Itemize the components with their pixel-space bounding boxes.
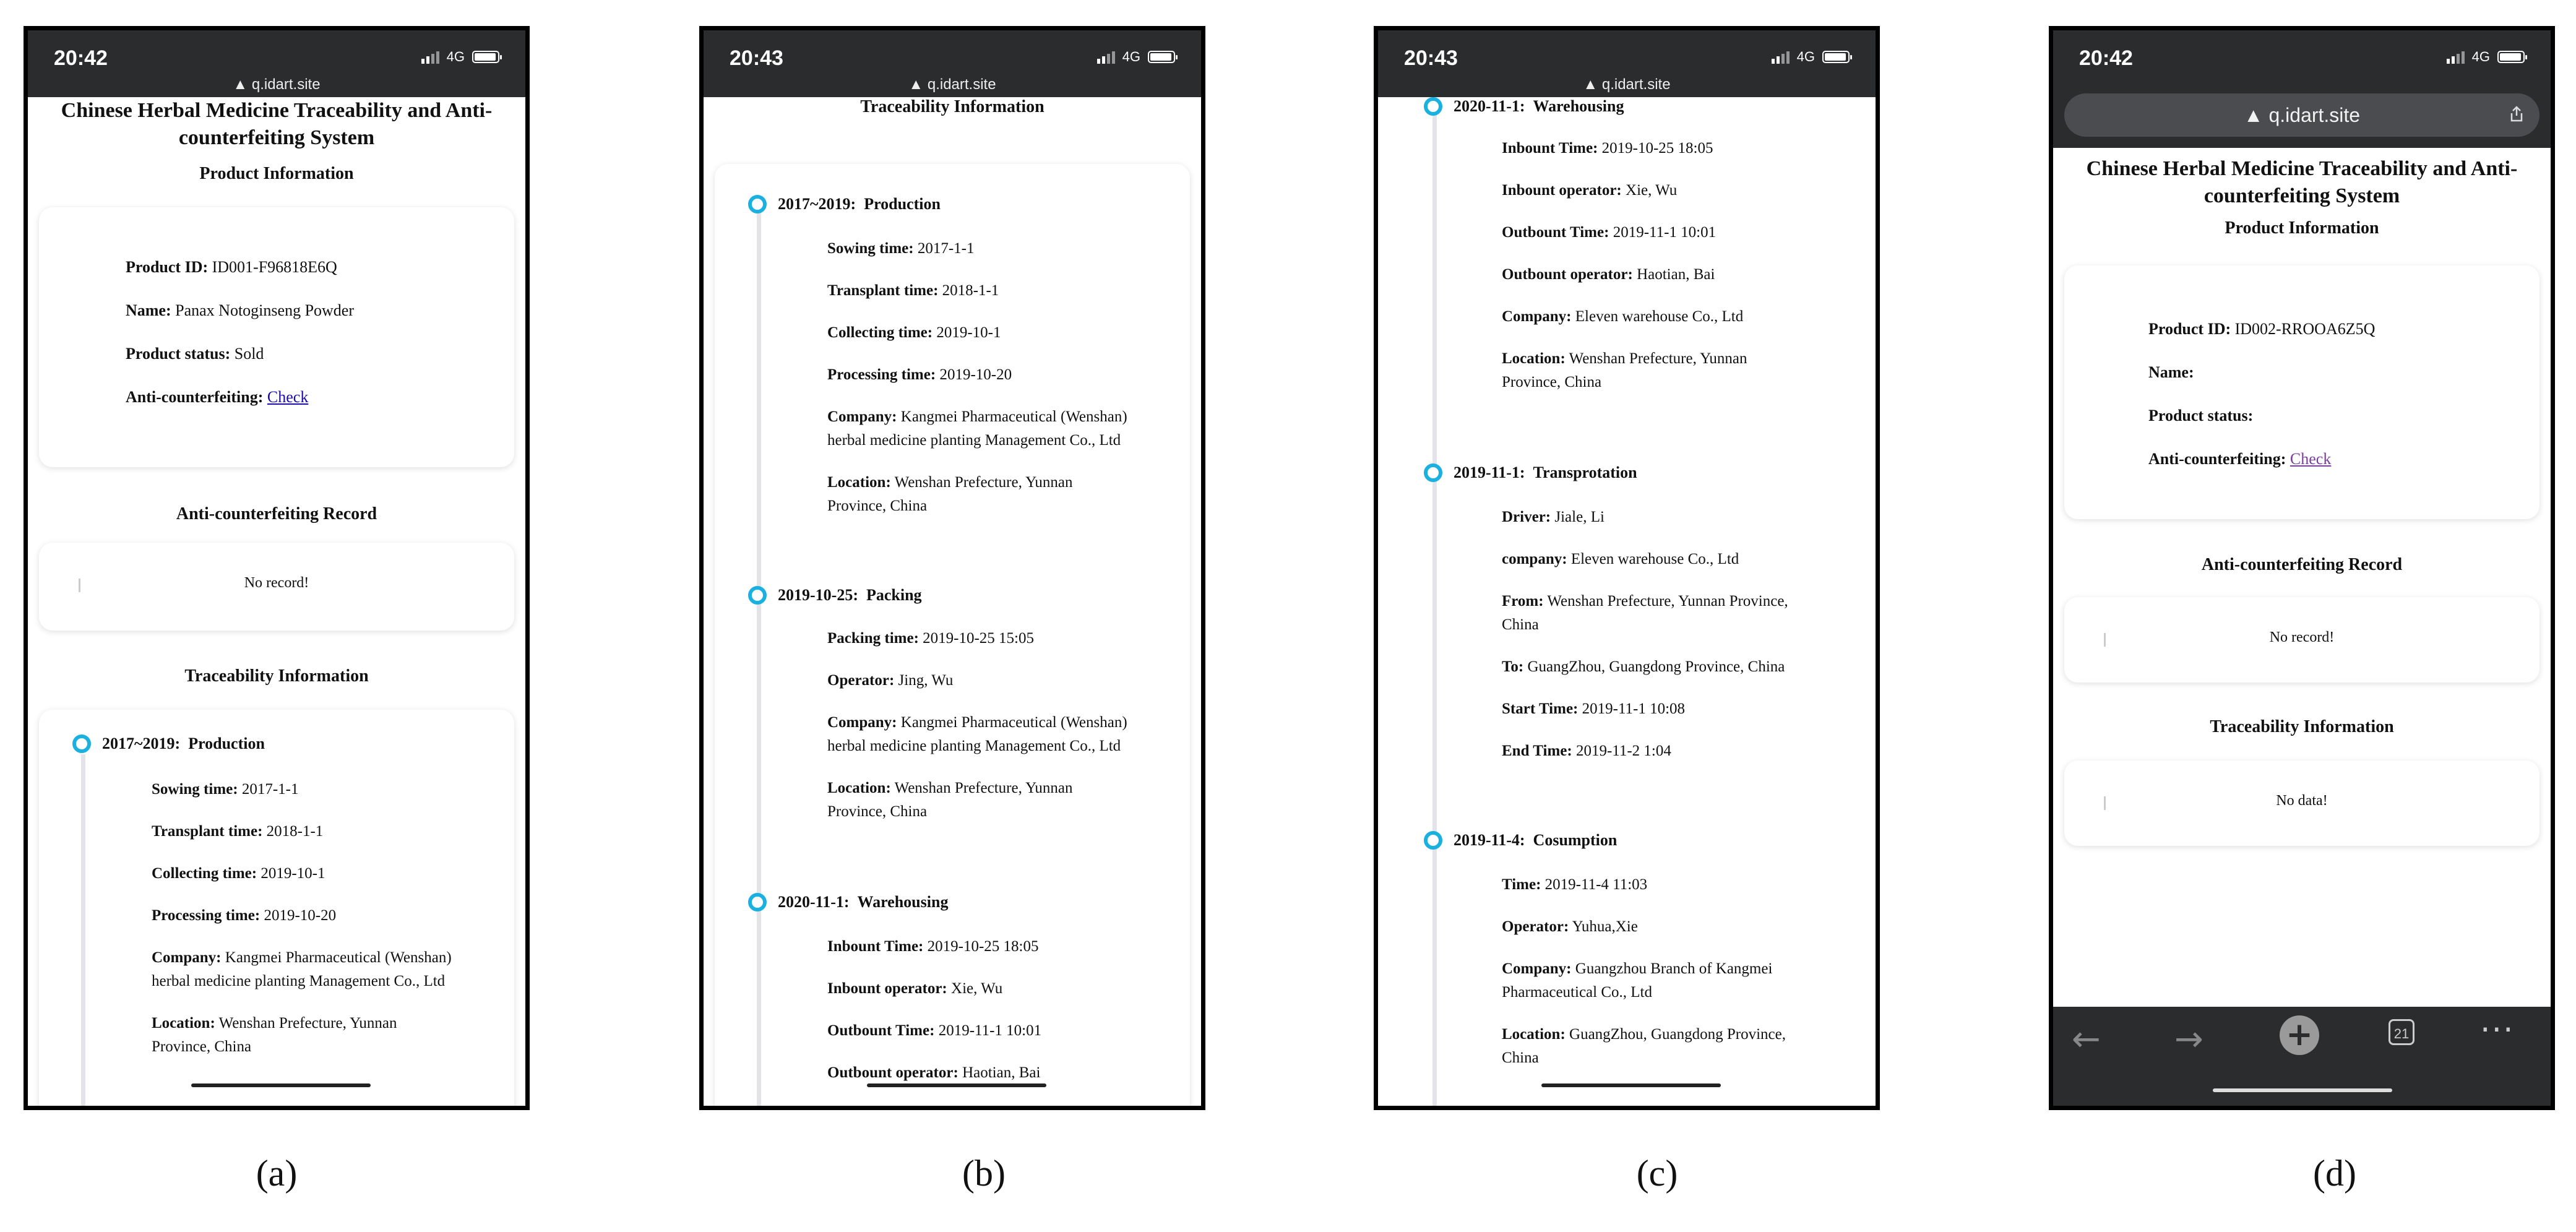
battery-icon bbox=[2497, 51, 2525, 63]
check-link[interactable]: Check bbox=[267, 388, 309, 406]
battery-icon bbox=[1148, 51, 1175, 63]
timeline-field: Location: Wenshan Prefecture, Yunnan Province, China bbox=[1502, 350, 1747, 390]
signal-icon bbox=[1097, 50, 1115, 64]
url-text: q.idart.site bbox=[2268, 104, 2361, 126]
anti-record-card bbox=[2064, 597, 2539, 683]
product-status-field: Product status: Sold bbox=[126, 345, 264, 363]
timeline-field: Company: Kangmei Pharmaceutical (Wenshan) herbal medicine planting Management Co., Ltd bbox=[827, 408, 1127, 449]
timeline-stage-warehousing: 2020-11-1: Warehousing bbox=[778, 893, 949, 911]
timeline-field: Inbount Time: 2019-10-25 18:05 bbox=[1502, 140, 1713, 157]
timeline-field: Outbount Time: 2019-11-1 10:01 bbox=[1502, 224, 1717, 241]
timeline-field: Time: 2019-11-4 11:03 bbox=[1502, 876, 1648, 893]
url-bar[interactable]: ▲ q.idart.site bbox=[233, 76, 321, 93]
battery-icon bbox=[1822, 51, 1850, 63]
phone-screenshot-c bbox=[1374, 26, 1880, 1110]
timeline-field: Sowing time: 2017-1-1 bbox=[827, 240, 975, 257]
caption-d: (d) bbox=[2313, 1153, 2356, 1194]
url-bar[interactable]: ▲ q.idart.site bbox=[908, 76, 996, 93]
timeline-field: Outbount operator: Haotian, Bai bbox=[1502, 266, 1715, 283]
timeline-field: Transplant time: 2018-1-1 bbox=[827, 282, 999, 299]
page-content bbox=[704, 97, 1201, 1106]
home-indicator bbox=[2213, 1088, 2392, 1092]
timeline-field: Inbount operator: Xie, Wu bbox=[827, 980, 1003, 997]
timeline-field: Processing time: 2019-10-20 bbox=[152, 907, 337, 924]
product-name-field: Name: bbox=[2148, 363, 2194, 381]
status-time: 20:43 bbox=[1404, 46, 1458, 70]
battery-icon bbox=[472, 51, 499, 63]
timeline-field: Operator: Jing, Wu bbox=[827, 672, 954, 689]
anti-record-heading: Anti-counterfeiting Record bbox=[2201, 555, 2403, 574]
status-bar bbox=[1378, 30, 1876, 97]
timeline-dot bbox=[748, 893, 767, 911]
product-id-field: Product ID: ID001-F96818E6Q bbox=[126, 258, 337, 276]
anti-record-card bbox=[39, 543, 514, 631]
timeline-field: company: Eleven warehouse Co., Ltd bbox=[1502, 551, 1739, 567]
timeline-field: Sowing time: 2017-1-1 bbox=[152, 781, 299, 798]
timeline-stage-warehousing: 2020-11-1: Warehousing bbox=[1454, 97, 1624, 115]
timeline-field: To: GuangZhou, Guangdong Province, China bbox=[1502, 658, 1785, 675]
status-time: 20:43 bbox=[730, 46, 783, 70]
status-bar bbox=[2053, 30, 2551, 148]
no-record-text: No record! bbox=[244, 575, 309, 591]
timeline-field: Location: GuangZhou, Guangdong Province, China bbox=[1502, 1026, 1786, 1066]
timeline-stage-packing: 2019-10-25: Packing bbox=[778, 586, 922, 604]
product-id-field: Product ID: ID002-RROOA6Z5Q bbox=[2148, 320, 2376, 338]
back-icon[interactable]: ← bbox=[2072, 1019, 2101, 1059]
more-options-icon[interactable]: ··· bbox=[2480, 1012, 2515, 1049]
traceability-card bbox=[2064, 760, 2539, 846]
timeline-field: Company: Kangmei Pharmaceutical (Wenshan) herbal medicine planting Management Co., Ltd bbox=[152, 949, 452, 989]
home-indicator bbox=[867, 1083, 1046, 1087]
timeline-field: Packing time: 2019-10-25 15:05 bbox=[827, 630, 1034, 647]
network-type: 4G bbox=[1796, 49, 1815, 64]
timeline-field: Collecting time: 2019-10-1 bbox=[827, 324, 1001, 341]
timeline-field: Inbount Time: 2019-10-25 18:05 bbox=[827, 938, 1039, 955]
anti-counterfeiting-field: Anti-counterfeiting: Check bbox=[2148, 450, 2332, 468]
no-record-text: No record! bbox=[2269, 629, 2335, 645]
tabs-count-icon[interactable]: 21 bbox=[2389, 1019, 2414, 1045]
signal-icon bbox=[1772, 50, 1790, 64]
timeline-field: Company: Guangzhou Branch of Kangmei Pharmaceutical Co., Ltd bbox=[1502, 960, 1773, 1001]
timeline-stage-transportation: 2019-11-1: Transprotation bbox=[1454, 463, 1637, 481]
browser-toolbar bbox=[2053, 1007, 2551, 1106]
timeline-field: Driver: Jiale, Li bbox=[1502, 509, 1605, 525]
check-link[interactable]: Check bbox=[2290, 450, 2332, 468]
network-type: 4G bbox=[1122, 49, 1140, 64]
network-type: 4G bbox=[2471, 49, 2490, 64]
caption-b: (b) bbox=[962, 1153, 1006, 1194]
status-bar bbox=[28, 30, 525, 97]
timeline-line bbox=[81, 754, 85, 1110]
traceability-card bbox=[39, 710, 514, 1110]
traceability-heading: Traceability Information bbox=[2210, 717, 2394, 736]
timeline-dot bbox=[748, 586, 767, 605]
caption-c: (c) bbox=[1636, 1153, 1678, 1194]
product-info-card bbox=[2064, 265, 2539, 519]
timeline-field: Company: Kangmei Pharmaceutical (Wenshan) herbal medicine planting Management Co., Ltd bbox=[827, 714, 1127, 754]
phone-screenshot-a bbox=[24, 26, 530, 1110]
product-info-heading: Product Information bbox=[199, 164, 354, 183]
timeline-field: Transplant time: 2018-1-1 bbox=[152, 823, 324, 840]
timeline-field: Start Time: 2019-11-1 10:08 bbox=[1502, 700, 1686, 717]
timeline-field: Operator: Yuhua,Xie bbox=[1502, 918, 1638, 935]
product-info-heading: Product Information bbox=[2225, 218, 2379, 238]
network-type: 4G bbox=[446, 49, 465, 64]
timeline-field: Processing time: 2019-10-20 bbox=[827, 366, 1012, 383]
timeline-field: Outbount Time: 2019-11-1 10:01 bbox=[827, 1022, 1042, 1039]
anti-counterfeiting-field: Anti-counterfeiting: Check bbox=[126, 388, 309, 406]
phone-screenshot-d bbox=[2049, 26, 2555, 1110]
timeline-dot bbox=[1424, 831, 1442, 850]
product-name-field: Name: Panax Notoginseng Powder bbox=[126, 301, 354, 319]
traceability-heading: Traceability Information bbox=[184, 666, 369, 686]
url-text: q.idart.site bbox=[1601, 76, 1671, 93]
home-indicator bbox=[191, 1083, 371, 1087]
page-title: Chinese Herbal Medicine Traceability and Anti-counterfeiting System bbox=[61, 99, 493, 149]
no-data-text: No data! bbox=[2276, 793, 2328, 809]
new-tab-plus-icon[interactable]: + bbox=[2280, 1015, 2319, 1055]
page-content bbox=[1378, 97, 1876, 1106]
timeline-field: Company: Eleven warehouse Co., Ltd bbox=[1502, 308, 1744, 325]
signal-icon bbox=[2447, 50, 2465, 64]
page-content bbox=[28, 97, 525, 1106]
status-bar bbox=[704, 30, 1201, 97]
timeline-field: Location: Wenshan Prefecture, Yunnan Province, China bbox=[827, 474, 1073, 514]
caption-a: (a) bbox=[256, 1153, 298, 1194]
url-bar[interactable]: ▲ q.idart.site bbox=[1583, 76, 1671, 93]
timeline-field: From: Wenshan Prefecture, Yunnan Province, China bbox=[1502, 593, 1788, 633]
url-text: q.idart.site bbox=[927, 76, 996, 93]
traceability-card bbox=[715, 164, 1190, 1110]
product-status-field: Product status: bbox=[2148, 407, 2254, 424]
page-title: Chinese Herbal Medicine Traceability and Anti-counterfeiting System bbox=[2086, 157, 2518, 207]
home-indicator bbox=[1541, 1083, 1721, 1087]
timeline-field: Collecting time: 2019-10-1 bbox=[152, 865, 325, 882]
traceability-heading: Traceability Information bbox=[860, 97, 1045, 116]
timeline-line bbox=[1432, 97, 1437, 1106]
timeline-field: Location: Wenshan Prefecture, Yunnan Province, China bbox=[827, 780, 1073, 820]
status-time: 20:42 bbox=[54, 46, 108, 70]
url-bar[interactable]: ▲ q.idart.site bbox=[2064, 93, 2539, 137]
timeline-stage-production: 2017~2019: Production bbox=[778, 195, 941, 213]
timeline-dot bbox=[748, 195, 767, 213]
timeline-stage-production: 2017~2019: Production bbox=[102, 734, 265, 752]
forward-icon[interactable]: → bbox=[2174, 1019, 2203, 1059]
status-time: 20:42 bbox=[2079, 46, 2133, 70]
product-info-card bbox=[39, 207, 514, 467]
timeline-dot bbox=[1424, 97, 1442, 116]
timeline-line bbox=[757, 201, 761, 1110]
phone-screenshot-b bbox=[699, 26, 1205, 1110]
timeline-dot bbox=[1424, 463, 1442, 482]
timeline-stage-consumption: 2019-11-4: Cosumption bbox=[1454, 831, 1618, 849]
anti-record-heading: Anti-counterfeiting Record bbox=[176, 504, 377, 523]
signal-icon bbox=[421, 50, 439, 64]
timeline-field: Inbount operator: Xie, Wu bbox=[1502, 182, 1678, 199]
timeline-dot bbox=[72, 734, 91, 753]
page-content bbox=[2053, 148, 2551, 1007]
timeline-field: Location: Wenshan Prefecture, Yunnan Province, China bbox=[152, 1015, 397, 1055]
timeline-field: Outbount operator: Haotian, Bai bbox=[827, 1064, 1041, 1081]
url-text: q.idart.site bbox=[251, 76, 321, 93]
timeline-field: End Time: 2019-11-2 1:04 bbox=[1502, 743, 1671, 759]
share-icon[interactable] bbox=[2510, 106, 2523, 122]
